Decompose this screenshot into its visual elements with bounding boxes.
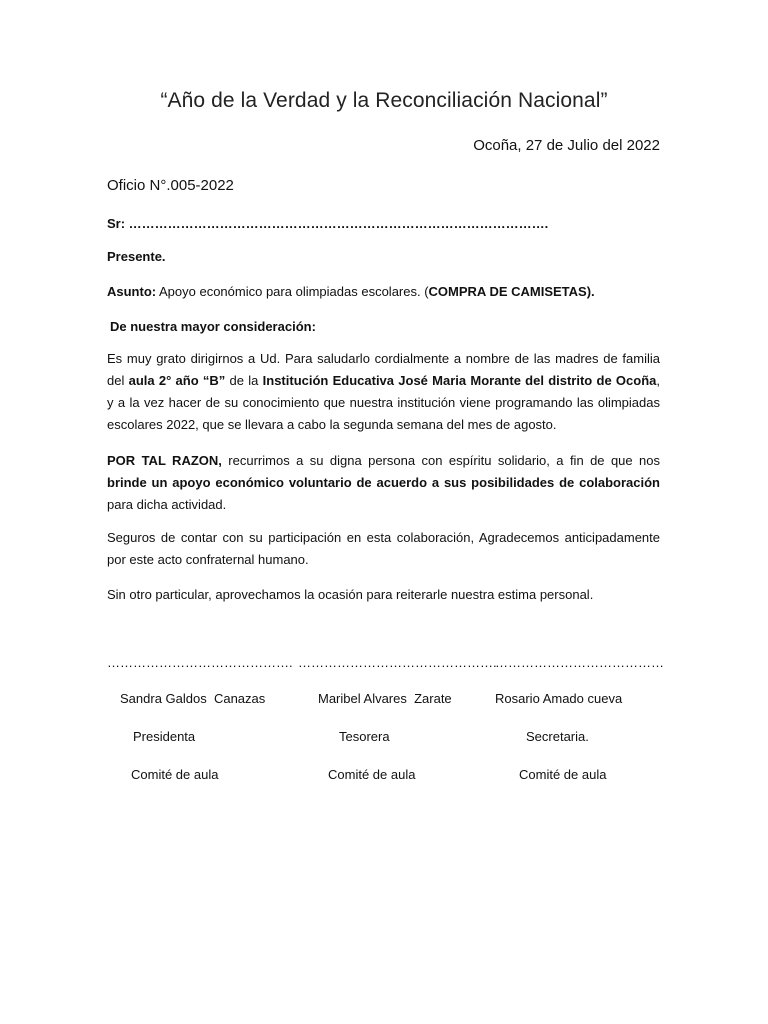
signer-name-2: Maribel Alvares Zarate bbox=[318, 691, 452, 706]
signer-role-1: Presidenta bbox=[133, 729, 196, 744]
subject-line bbox=[107, 281, 595, 303]
signer-role-3: Secretaria. bbox=[526, 729, 589, 744]
p1-bold-classroom: aula 2° año “B” bbox=[128, 373, 226, 388]
presente-label: Presente. bbox=[107, 249, 166, 264]
p1-text-c: de la bbox=[225, 373, 263, 388]
p2-bold-request: brinde un apoyo económico voluntario de acuerdo a sus posibilidades de colaboración bbox=[107, 475, 660, 490]
signer-committee-3: Comité de aula bbox=[519, 767, 607, 782]
letter-date: Ocoña, 27 de Julio del 2022 bbox=[473, 137, 660, 154]
subject-bold: COMPRA DE CAMISETAS). bbox=[428, 284, 595, 299]
recipient-line: Sr: ……………………………………………………………………………………. bbox=[107, 216, 549, 231]
paragraph-2 bbox=[107, 450, 660, 516]
p2-text-d: para dicha actividad. bbox=[107, 497, 227, 512]
paragraph-1 bbox=[107, 348, 660, 436]
p1-text-e: , y a la vez hacer de su conocimiento que nuestra institución viene programando las olimpiadas escolares 2022, que se llevara a cabo la segunda semana del mes de agosto. bbox=[107, 373, 661, 432]
year-motto: “Año de la Verdad y la Reconciliación Nacional” bbox=[160, 89, 608, 112]
paragraph-3: Seguros de contar con su participación en esta colaboración, Agradecemos anticipadamente por este acto confraternal humano. bbox=[107, 530, 660, 567]
signer-name-1: Sandra Galdos Canazas bbox=[120, 691, 266, 706]
signature-line-1: ……………………………………. bbox=[107, 655, 293, 670]
subject-text: Apoyo económico para olimpiadas escolares. ( bbox=[156, 284, 429, 299]
subject-label: Asunto: bbox=[107, 284, 157, 299]
p2-text-b: recurrimos a su digna persona con espíritu solidario, a fin de que nos bbox=[221, 453, 661, 468]
paragraph-4: Sin otro particular, aprovechamos la ocasión para reiterarle nuestra estima personal. bbox=[107, 587, 594, 602]
signer-committee-2: Comité de aula bbox=[328, 767, 416, 782]
signature-line-3: ………………………………… bbox=[495, 655, 664, 670]
signer-committee-1: Comité de aula bbox=[131, 767, 219, 782]
p1-bold-institution: Institución Educativa José Maria Morante del distrito de Ocoña bbox=[262, 373, 657, 388]
greeting: De nuestra mayor consideración: bbox=[110, 319, 316, 334]
oficio-number: Oficio N°.005-2022 bbox=[107, 177, 234, 194]
p1-text-a: Es muy grato dirigirnos a Ud. Para saludarlo cordialmente a nombre de las madres de familia del bbox=[107, 351, 660, 388]
signature-line-2: ………………………………………. bbox=[298, 655, 497, 670]
signer-role-2: Tesorera bbox=[339, 729, 390, 744]
signer-name-3: Rosario Amado cueva bbox=[495, 691, 623, 706]
p2-bold-reason: POR TAL RAZON, bbox=[107, 453, 222, 468]
